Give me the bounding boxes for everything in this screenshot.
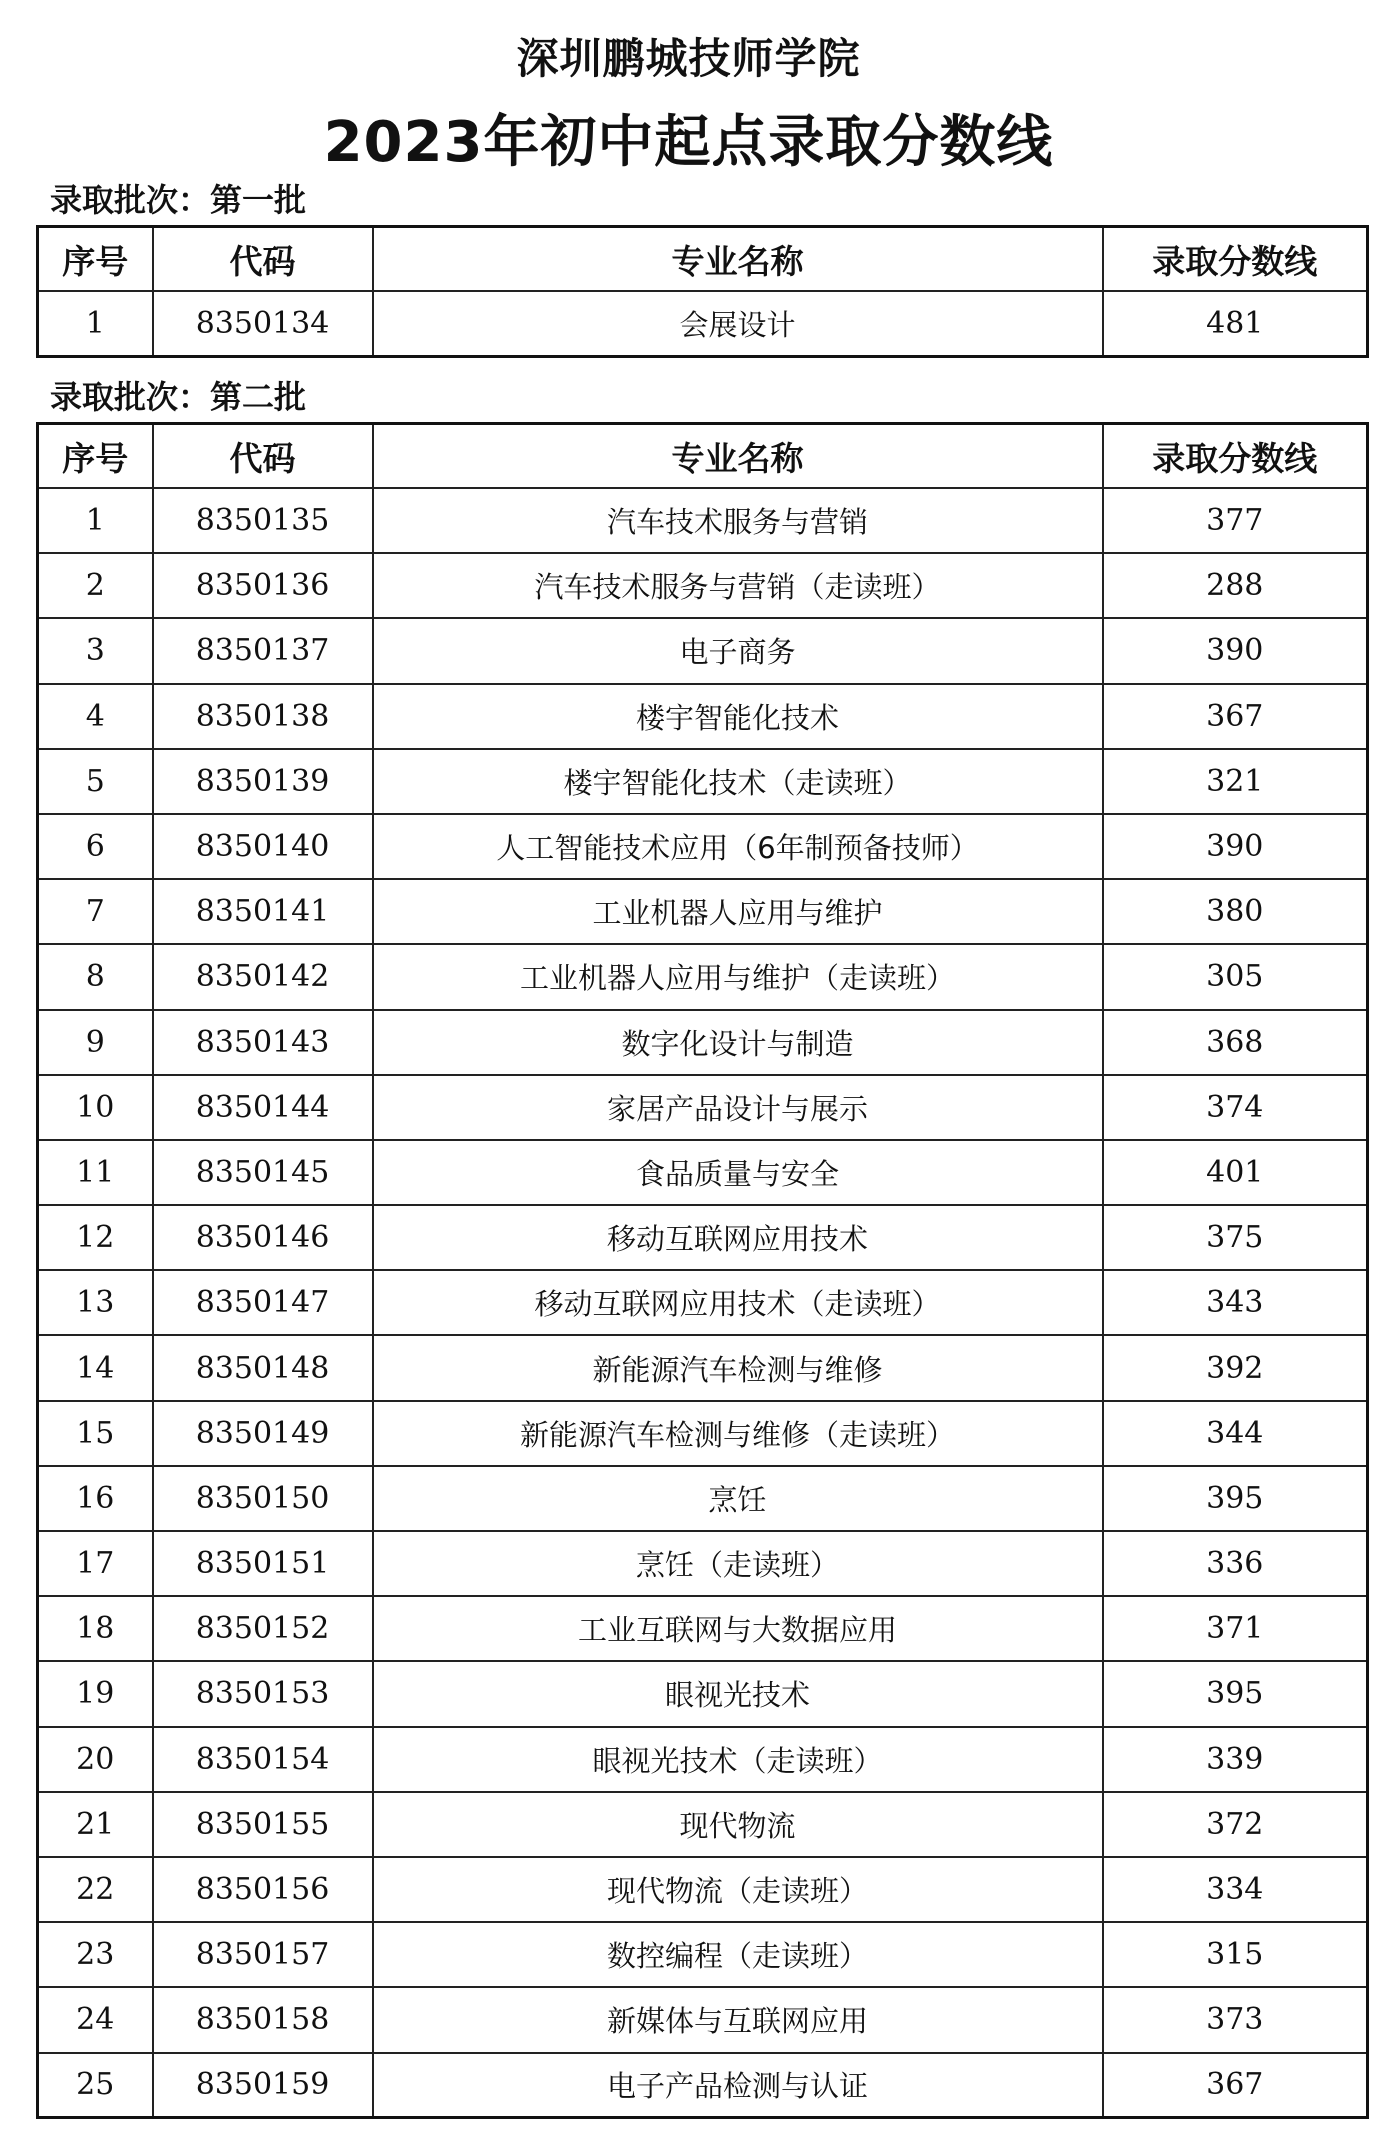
row-name-cell: 烹饪 [373,1466,1103,1531]
row-score-cell: 344 [1103,1401,1368,1466]
row-code-cell: 8350144 [153,1075,373,1140]
document-subtitle: 2023年初中起点录取分数线 [323,110,1054,175]
row-score-cell: 321 [1103,749,1368,814]
row-name-cell: 人工智能技术应用（6年制预备技师） [373,814,1103,879]
row-name-cell: 眼视光技术（走读班） [373,1727,1103,1792]
table-row [38,749,1368,814]
row-code-cell: 8350136 [153,553,373,618]
row-name-cell: 移动互联网应用技术 [373,1205,1103,1270]
row-score-cell: 374 [1103,1075,1368,1140]
table-row [38,1661,1368,1726]
row-seq-cell: 21 [38,1792,153,1857]
document-title: 深圳鹏城技师学院 [516,34,861,83]
row-score-cell: 372 [1103,1792,1368,1857]
row-name-cell: 新媒体与互联网应用 [373,1987,1103,2052]
row-name-cell: 工业机器人应用与维护（走读班） [373,944,1103,1009]
row-code-cell: 8350141 [153,879,373,944]
row-score-cell: 390 [1103,814,1368,879]
table-row [38,1596,1368,1661]
row-seq-cell: 25 [38,2053,153,2118]
table-row [38,1010,1368,1075]
row-score-cell: 336 [1103,1531,1368,1596]
row-name-cell: 会展设计 [373,291,1103,356]
row-seq-cell: 1 [38,291,153,356]
row-code-cell: 8350153 [153,1661,373,1726]
table-row [38,291,1368,356]
row-score-cell: 315 [1103,1922,1368,1987]
row-code-cell: 8350138 [153,684,373,749]
row-score-cell: 375 [1103,1205,1368,1270]
row-code-cell: 8350143 [153,1010,373,1075]
header-code: 代码 [153,424,373,489]
row-name-cell: 楼宇智能化技术 [373,684,1103,749]
table-header-row [38,424,1368,489]
table-row [38,1205,1368,1270]
table-row [38,814,1368,879]
row-seq-cell: 18 [38,1596,153,1661]
row-code-cell: 8350156 [153,1857,373,1922]
row-score-cell: 481 [1103,291,1368,356]
table-row [38,488,1368,553]
table-row [38,2053,1368,2118]
header-seq: 序号 [38,424,153,489]
row-code-cell: 8350149 [153,1401,373,1466]
row-name-cell: 楼宇智能化技术（走读班） [373,749,1103,814]
row-code-cell: 8350155 [153,1792,373,1857]
table-row [38,1140,1368,1205]
row-seq-cell: 4 [38,684,153,749]
table-row [38,684,1368,749]
batch-1-body [38,291,1368,356]
row-score-cell: 367 [1103,2053,1368,2118]
row-score-cell: 390 [1103,618,1368,683]
row-name-cell: 汽车技术服务与营销（走读班） [373,553,1103,618]
row-seq-cell: 17 [38,1531,153,1596]
header-code: 代码 [153,227,373,292]
header-score: 录取分数线 [1103,227,1368,292]
row-code-cell: 8350158 [153,1987,373,2052]
row-score-cell: 367 [1103,684,1368,749]
row-score-cell: 395 [1103,1661,1368,1726]
row-code-cell: 8350135 [153,488,373,553]
table-row [38,879,1368,944]
row-name-cell: 数控编程（走读班） [373,1922,1103,1987]
table-row [38,1335,1368,1400]
row-seq-cell: 13 [38,1270,153,1335]
row-score-cell: 288 [1103,553,1368,618]
table-row [38,1466,1368,1531]
row-code-cell: 8350146 [153,1205,373,1270]
row-score-cell: 392 [1103,1335,1368,1400]
row-name-cell: 新能源汽车检测与维修 [373,1335,1103,1400]
batch-label-2: 录取批次：第二批 [50,378,307,416]
row-seq-cell: 14 [38,1335,153,1400]
row-name-cell: 现代物流 [373,1792,1103,1857]
row-score-cell: 401 [1103,1140,1368,1205]
row-seq-cell: 24 [38,1987,153,2052]
row-score-cell: 395 [1103,1466,1368,1531]
table-row [38,1401,1368,1466]
row-code-cell: 8350152 [153,1596,373,1661]
row-code-cell: 8350151 [153,1531,373,1596]
row-seq-cell: 11 [38,1140,153,1205]
row-seq-cell: 10 [38,1075,153,1140]
row-score-cell: 368 [1103,1010,1368,1075]
row-seq-cell: 16 [38,1466,153,1531]
batch-table-1 [36,225,1369,358]
row-name-cell: 移动互联网应用技术（走读班） [373,1270,1103,1335]
row-seq-cell: 6 [38,814,153,879]
header-name: 专业名称 [373,227,1103,292]
row-code-cell: 8350142 [153,944,373,1009]
row-name-cell: 数字化设计与制造 [373,1010,1103,1075]
row-code-cell: 8350140 [153,814,373,879]
row-score-cell: 373 [1103,1987,1368,2052]
row-score-cell: 380 [1103,879,1368,944]
row-seq-cell: 2 [38,553,153,618]
row-score-cell: 334 [1103,1857,1368,1922]
row-score-cell: 371 [1103,1596,1368,1661]
table-row [38,944,1368,1009]
row-score-cell: 305 [1103,944,1368,1009]
table-row [38,1987,1368,2052]
table-row [38,618,1368,683]
row-code-cell: 8350137 [153,618,373,683]
row-code-cell: 8350154 [153,1727,373,1792]
row-score-cell: 339 [1103,1727,1368,1792]
header-score: 录取分数线 [1103,424,1368,489]
row-name-cell: 工业互联网与大数据应用 [373,1596,1103,1661]
row-score-cell: 377 [1103,488,1368,553]
row-score-cell: 343 [1103,1270,1368,1335]
row-name-cell: 汽车技术服务与营销 [373,488,1103,553]
row-seq-cell: 23 [38,1922,153,1987]
row-seq-cell: 15 [38,1401,153,1466]
row-seq-cell: 5 [38,749,153,814]
row-code-cell: 8350147 [153,1270,373,1335]
table-row [38,1792,1368,1857]
row-code-cell: 8350148 [153,1335,373,1400]
row-name-cell: 家居产品设计与展示 [373,1075,1103,1140]
row-seq-cell: 19 [38,1661,153,1726]
row-code-cell: 8350159 [153,2053,373,2118]
batch-table-2 [36,422,1369,2119]
table-row [38,1857,1368,1922]
table-row [38,1075,1368,1140]
batch-2-body [38,488,1368,2118]
table-row [38,1270,1368,1335]
row-seq-cell: 22 [38,1857,153,1922]
row-code-cell: 8350134 [153,291,373,356]
batch-label-1: 录取批次：第一批 [50,181,307,219]
row-code-cell: 8350139 [153,749,373,814]
row-code-cell: 8350150 [153,1466,373,1531]
row-seq-cell: 9 [38,1010,153,1075]
row-name-cell: 眼视光技术 [373,1661,1103,1726]
header-seq: 序号 [38,227,153,292]
row-name-cell: 食品质量与安全 [373,1140,1103,1205]
row-seq-cell: 12 [38,1205,153,1270]
row-code-cell: 8350145 [153,1140,373,1205]
row-seq-cell: 8 [38,944,153,1009]
row-seq-cell: 3 [38,618,153,683]
table-row [38,1922,1368,1987]
row-name-cell: 电子产品检测与认证 [373,2053,1103,2118]
table-row [38,1531,1368,1596]
row-seq-cell: 1 [38,488,153,553]
table-row [38,1727,1368,1792]
row-name-cell: 工业机器人应用与维护 [373,879,1103,944]
row-code-cell: 8350157 [153,1922,373,1987]
row-seq-cell: 7 [38,879,153,944]
row-name-cell: 电子商务 [373,618,1103,683]
row-name-cell: 现代物流（走读班） [373,1857,1103,1922]
table-row [38,553,1368,618]
row-seq-cell: 20 [38,1727,153,1792]
row-name-cell: 烹饪（走读班） [373,1531,1103,1596]
row-name-cell: 新能源汽车检测与维修（走读班） [373,1401,1103,1466]
table-header-row [38,227,1368,292]
header-name: 专业名称 [373,424,1103,489]
